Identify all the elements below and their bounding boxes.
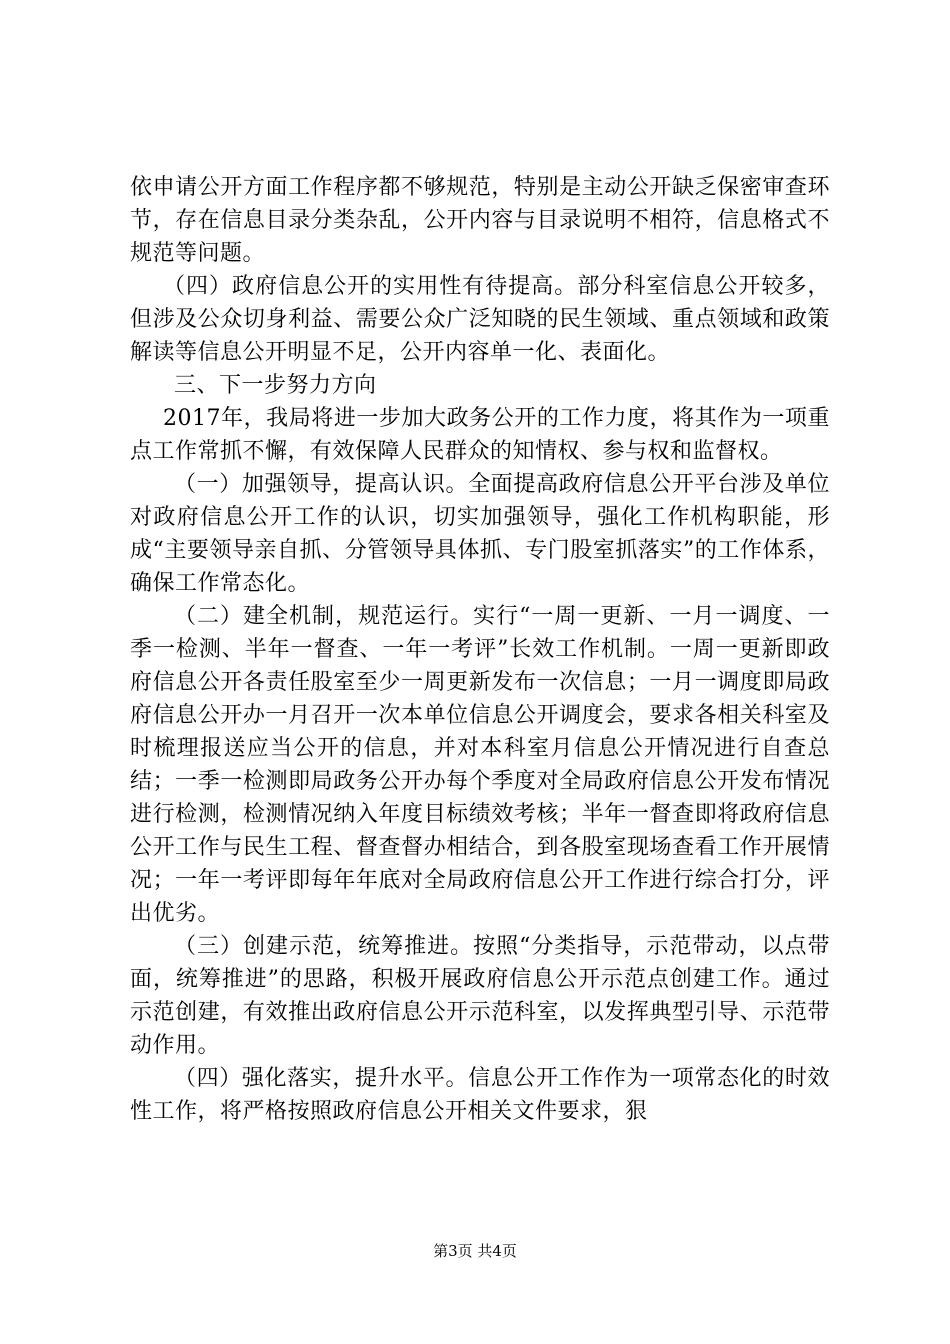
section-heading-next-steps: 三、下一步努力方向	[174, 373, 377, 398]
paragraph-intro-2017: 2017年，我局将进一步加大政务公开的工作力度，将其作为一项重点工作常抓不懈，有效保障人民群众的知情权、参与权和监督权。	[130, 406, 830, 464]
paragraph-step-three: （三）创建示范，统筹推进。按照“分类指导，示范带动，以点带面，统筹推进”的思路，积极开展政府信息公开示范点创建工作。通过示范创建，有效推出政府信息公开示范科室，以发挥典型引导、示范带动作用。	[130, 934, 830, 1058]
document-body	[130, 171, 830, 1128]
paragraph-issue-four: （四）政府信息公开的实用性有待提高。部分科室信息公开较多，但涉及公众切身利益、需要公众广泛知晓的民生领域、重点领域和政策解读等信息公开明显不足，公开内容单一化、表面化。	[130, 274, 830, 365]
page-footer	[0, 1241, 950, 1261]
page-number: 第3页 共4页	[433, 1242, 517, 1260]
paragraph-step-two: （二）建全机制，规范运行。实行“一周一更新、一月一调度、一季一检测、半年一督查、一年一考评”长效工作机制。一周一更新即政府信息公开各责任股室至少一周更新发布一次信息；一月一调度即局政府信息公开办一月召开一次本单位信息公开调度会，要求各相关科室及时梳理报送应当公开的信息，并对本科室月信息公开情况进行自查总结；一季一检测即局政务公开办每个季度对全局政府信息公开发布情况进行检测，检测情况纳入年度目标绩效考核；半年一督查即将政府信息公开工作与民生工程、督查督办相结合，到各股室现场查看工作开展情况；一年一考评即每年年底对全局政府信息公开工作进行综合打分，评出优劣。	[130, 604, 830, 926]
paragraph-continuation: 依申请公开方面工作程序都不够规范，特别是主动公开缺乏保密审查环节，存在信息目录分类杂乱，公开内容与目录说明不相符，信息格式不规范等问题。	[130, 175, 830, 266]
paragraph-step-four: （四）强化落实，提升水平。信息公开工作作为一项常态化的时效性工作，将严格按照政府信息公开相关文件要求，狠	[130, 1066, 830, 1124]
paragraph-step-one: （一）加强领导，提高认识。全面提高政府信息公开平台涉及单位对政府信息公开工作的认识，切实加强领导，强化工作机构职能，形成“主要领导亲自抓、分管领导具体抓、专门股室抓落实”的工作体系，确保工作常态化。	[130, 472, 830, 596]
